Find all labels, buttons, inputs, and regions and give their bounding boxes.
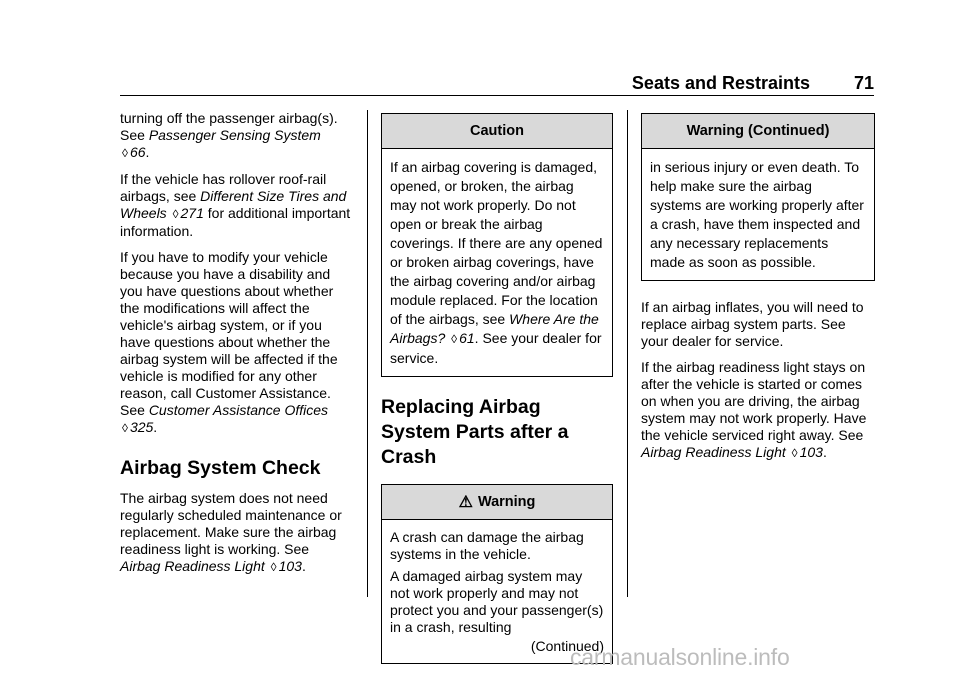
warning-icon: ⚠ — [458, 494, 473, 511]
page-number: 71 — [853, 73, 874, 93]
link-different-size-tires[interactable]: Different Size Tires and Wheels — [120, 188, 347, 221]
link-customer-assistance[interactable]: Customer Assistance Offices — [148, 402, 329, 418]
page-ref-66[interactable]: 66 — [129, 144, 146, 160]
continued-label: (Continued) — [530, 638, 604, 654]
heading-airbag-system-check: Airbag System Check — [120, 457, 321, 479]
watermark: carmanualsonline.info — [570, 644, 790, 670]
paragraph-rollover: If the vehicle has rollover roof-rail airbags, see Different Size Tires and Wheels ◊ 271 for additional important information. — [120, 171, 351, 239]
warning-continued-box — [641, 113, 875, 281]
paragraph-passenger-sensing: turning off the passenger airbag(s). See Passenger Sensing System ◊ 66. — [120, 110, 338, 160]
column-divider-1 — [367, 110, 368, 597]
warning-title: ⚠ Warning — [382, 485, 612, 520]
header-rule — [120, 95, 874, 96]
link-airbag-readiness-light[interactable]: Airbag Readiness Light — [120, 558, 265, 574]
caution-title: Caution — [382, 114, 612, 149]
link-passenger-sensing[interactable]: Passenger Sensing System — [148, 127, 321, 143]
section-title: Seats and Restraints — [631, 73, 810, 93]
heading-replacing-parts: Replacing Airbag System Parts after a Crash — [381, 396, 569, 468]
warning-continued-body: in serious injury or even death. To help make sure the airbag systems are working properly after a crash, have them inspected and any necessary replacements made as soon as possible. — [650, 159, 864, 270]
warning-paragraph-2: A damaged airbag system may not work properly and may not protect you and your passenger(s) in a crash, resulting — [390, 568, 604, 635]
paragraph-readiness-light: If the airbag readiness light stays on after the vehicle is started or comes on when you are driving, the airbag system may not work properly. Have the vehicle serviced right away. See Airbag Readiness Light ◊ 103. — [641, 359, 867, 460]
page-ref-icon: ◊ — [122, 421, 128, 435]
link-where-are-airbags[interactable]: Where Are the Airbags? — [390, 311, 599, 346]
warning-body — [382, 520, 612, 663]
link-airbag-readiness-light[interactable]: Airbag Readiness Light — [641, 444, 786, 460]
page-ref-103[interactable]: 103 — [799, 444, 823, 460]
page-ref-icon: ◊ — [172, 207, 179, 221]
page-ref-icon: ◊ — [270, 560, 277, 574]
column-2 — [381, 113, 613, 676]
page-ref-325[interactable]: 325 — [129, 419, 154, 435]
paragraph-system-check: The airbag system does not need regularly scheduled maintenance or replacement. Make sure the airbag readiness light is working. See Airbag Readiness Light ◊ 103. — [120, 490, 342, 574]
page-ref-103[interactable]: 103 — [278, 558, 302, 574]
column-divider-2 — [627, 110, 628, 597]
warning-paragraph-1: A crash can damage the airbag systems in the vehicle. — [390, 529, 584, 562]
page-header — [120, 68, 874, 96]
page-ref-icon: ◊ — [122, 146, 128, 160]
page-ref-61[interactable]: 61 — [459, 330, 475, 346]
page-ref-271[interactable]: 271 — [180, 205, 204, 221]
paragraph-modify-vehicle: If you have to modify your vehicle because you have a disability and you have questions about whether the modifications will affect the vehicle's airbag system, or if you have questions about whether the airbag system will be affected if the vehicle is modified for any other reason, call Customer Assistance. See Customer Assistance Offices ◊ 325. — [120, 249, 338, 435]
caution-box — [381, 113, 613, 377]
paragraph-airbag-inflates: If an airbag inflates, you will need to replace airbag system parts. See your dealer for service. — [641, 299, 864, 349]
page-ref-icon: ◊ — [451, 332, 458, 346]
column-3 — [641, 113, 875, 471]
page-ref-icon: ◊ — [791, 446, 798, 460]
warning-continued-title: Warning (Continued) — [642, 114, 874, 149]
warning-box — [381, 484, 613, 664]
column-1 — [120, 110, 352, 585]
caution-body: If an airbag covering is damaged, opened, or broken, the airbag may not work properly. Do not open or break the airbag coverings. If there are any opened or broken airbag coverings, have the airbag covering and/or airbag module replaced. For the location of the airbags, see Where Are the Airbags? ◊ 61. See your dealer for service. — [390, 159, 603, 366]
